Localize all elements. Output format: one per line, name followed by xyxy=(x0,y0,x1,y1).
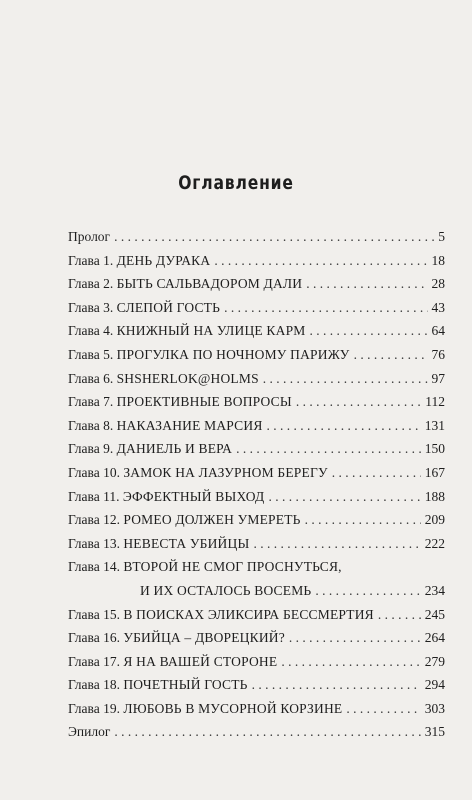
toc-entry-chapter-2 xyxy=(68,272,445,296)
entry-label: Глава 17. xyxy=(68,653,120,669)
dot-leader xyxy=(263,367,428,391)
toc-entry-chapter-19 xyxy=(68,697,445,721)
toc-entry-chapter-12 xyxy=(68,508,445,532)
entry-label: Глава 1. xyxy=(68,252,114,268)
toc-entry-chapter-13 xyxy=(68,532,445,556)
chapter-title: ДЕНЬ ДУРАКА xyxy=(116,252,211,268)
dot-leader xyxy=(332,461,421,485)
dot-leader xyxy=(114,720,420,744)
chapter-title: ПОЧЕТНЫЙ ГОСТЬ xyxy=(123,677,248,693)
entry-label: Пролог xyxy=(68,229,111,244)
entry-label: Глава 18. xyxy=(68,677,120,693)
chapter-title: ЗАМОК НА ЛАЗУРНОМ БЕРЕГУ xyxy=(123,464,328,480)
toc-entry-chapter-9 xyxy=(68,437,445,461)
chapter-title: ПРОЕКТИВНЫЕ ВОПРОСЫ xyxy=(116,394,292,410)
page-number: 28 xyxy=(431,276,445,292)
dot-leader xyxy=(114,225,434,249)
toc-entry-chapter-7 xyxy=(68,390,445,414)
toc-entry-epilogue xyxy=(68,720,445,744)
dot-leader xyxy=(378,603,421,627)
page-number: 64 xyxy=(431,323,445,339)
chapter-title-continued: И ИХ ОСТАЛОСЬ ВОСЕМЬ xyxy=(140,582,312,598)
table-of-contents xyxy=(68,225,445,744)
entry-label: Глава 7. xyxy=(68,394,114,410)
dot-leader xyxy=(281,650,420,674)
chapter-title: НАКАЗАНИЕ МАРСИЯ xyxy=(116,417,263,433)
page-number: 167 xyxy=(424,464,445,480)
chapter-title: ПРОГУЛКА ПО НОЧНОМУ ПАРИЖУ xyxy=(116,346,350,362)
toc-entry-chapter-3 xyxy=(68,296,445,320)
toc-entry-chapter-10 xyxy=(68,461,445,485)
page-number: 279 xyxy=(424,653,445,669)
chapter-title: SHSHERLOK@HOLMS xyxy=(116,370,259,386)
chapter-title: БЫТЬ САЛЬВАДОРОМ ДАЛИ xyxy=(116,276,303,292)
toc-entry-chapter-11 xyxy=(68,485,445,509)
chapter-title: НЕВЕСТА УБИЙЦЫ xyxy=(123,535,250,551)
entry-label: Глава 13. xyxy=(68,535,120,551)
toc-entry-chapter-17 xyxy=(68,650,445,674)
entry-label: Глава 3. xyxy=(68,299,114,315)
entry-label: Глава 8. xyxy=(68,417,114,433)
page-number: 303 xyxy=(424,700,445,716)
page-number: 131 xyxy=(424,417,445,433)
entry-label: Глава 12. xyxy=(68,512,120,528)
dot-leader xyxy=(289,626,421,650)
dot-leader xyxy=(224,296,427,320)
entry-label: Глава 5. xyxy=(68,346,114,362)
page-number: 5 xyxy=(438,229,445,244)
chapter-title: В ПОИСКАХ ЭЛИКСИРА БЕССМЕРТИЯ xyxy=(123,606,374,622)
entry-label: Глава 15. xyxy=(68,606,120,622)
dot-leader xyxy=(268,485,420,509)
page-number: 43 xyxy=(431,299,445,315)
entry-label: Глава 10. xyxy=(68,464,120,480)
toc-entry-chapter-4 xyxy=(68,319,445,343)
chapter-title: Я НА ВАШЕЙ СТОРОНЕ xyxy=(123,653,278,669)
entry-label: Глава 19. xyxy=(68,700,120,716)
dot-leader xyxy=(252,673,421,697)
chapter-title: СЛЕПОЙ ГОСТЬ xyxy=(116,299,221,315)
toc-entry-chapter-18 xyxy=(68,673,445,697)
page-number: 112 xyxy=(425,394,445,410)
page-number: 150 xyxy=(424,441,445,457)
page-number: 97 xyxy=(431,370,445,386)
dot-leader xyxy=(236,437,421,461)
entry-label: Эпилог xyxy=(68,724,111,740)
entry-label: Глава 6. xyxy=(68,370,114,386)
page-title: Оглавление xyxy=(178,172,294,194)
page-number: 264 xyxy=(424,630,445,646)
page-number: 245 xyxy=(424,606,445,622)
dot-leader xyxy=(346,697,420,721)
page-number: 188 xyxy=(424,488,445,504)
chapter-title: ДАНИЕЛЬ И ВЕРА xyxy=(116,441,233,457)
page-number: 222 xyxy=(424,535,445,551)
chapter-title: ЭФФЕКТНЫЙ ВЫХОД xyxy=(122,488,265,504)
dot-leader xyxy=(296,390,421,414)
chapter-title: УБИЙЦА – ДВОРЕЦКИЙ? xyxy=(123,630,285,646)
chapter-title: ВТОРОЙ НЕ СМОГ ПРОСНУТЬСЯ, xyxy=(123,559,342,575)
entry-label: Глава 9. xyxy=(68,441,114,457)
toc-entry-chapter-5 xyxy=(68,343,445,367)
dot-leader xyxy=(305,508,421,532)
dot-leader xyxy=(306,272,427,296)
dot-leader xyxy=(354,343,428,367)
page-number: 209 xyxy=(424,512,445,528)
toc-entry-prologue xyxy=(68,225,445,249)
toc-entry-chapter-16 xyxy=(68,626,445,650)
toc-entry-chapter-8 xyxy=(68,414,445,438)
toc-entry-chapter-14 xyxy=(68,555,445,602)
chapter-title: РОМЕО ДОЛЖЕН УМЕРЕТЬ xyxy=(123,512,301,528)
toc-entry-chapter-1 xyxy=(68,249,445,273)
entry-label: Глава 4. xyxy=(68,323,114,339)
page-number: 294 xyxy=(424,677,445,693)
entry-label: Глава 14. xyxy=(68,559,120,575)
entry-label: Глава 16. xyxy=(68,630,120,646)
chapter-title: ЛЮБОВЬ В МУСОРНОЙ КОРЗИНЕ xyxy=(123,700,343,716)
dot-leader xyxy=(310,319,428,343)
page-number: 76 xyxy=(431,346,445,362)
chapter-title: КНИЖНЫЙ НА УЛИЦЕ КАРМ xyxy=(116,323,306,339)
toc-entry-chapter-6 xyxy=(68,367,445,391)
dot-leader xyxy=(253,532,420,556)
entry-label: Глава 2. xyxy=(68,276,114,292)
dot-leader xyxy=(315,579,420,603)
entry-label: Глава 11. xyxy=(68,488,120,504)
dot-leader xyxy=(267,414,421,438)
page-number: 315 xyxy=(424,724,445,740)
toc-entry-chapter-15 xyxy=(68,603,445,627)
page-number: 18 xyxy=(431,252,445,268)
page-number: 234 xyxy=(424,582,445,598)
dot-leader xyxy=(214,249,427,273)
